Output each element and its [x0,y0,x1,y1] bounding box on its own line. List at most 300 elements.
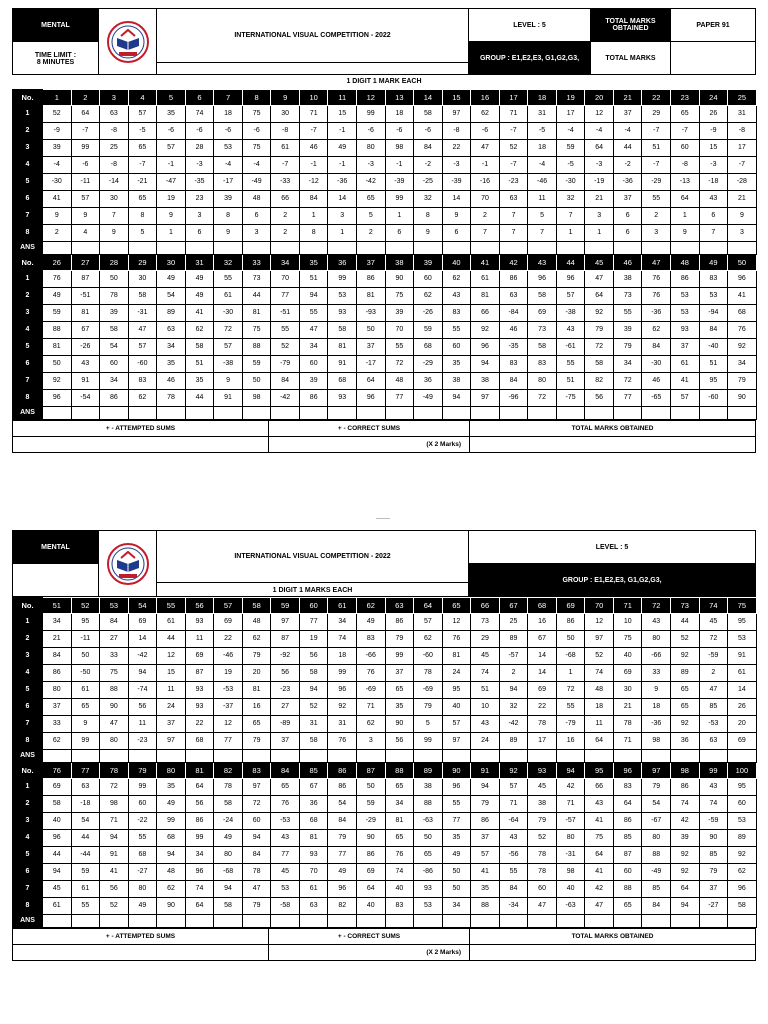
answer-cell[interactable] [642,242,671,255]
number-row [13,322,757,339]
number-cell: 96 [556,271,585,288]
answer-cell[interactable] [414,750,443,763]
answer-cell[interactable] [642,915,671,928]
answer-cell[interactable] [328,242,357,255]
mental-label: MENTAL [13,9,99,42]
number-cell: 83 [128,373,157,390]
answer-cell[interactable] [414,915,443,928]
number-cell: 41 [100,864,129,881]
number-cell: 99 [128,779,157,796]
answer-cell[interactable] [385,407,414,420]
number-cell: 62 [442,271,471,288]
number-cell: -23 [128,733,157,750]
number-cell: 18 [214,106,243,123]
answer-cell[interactable] [671,242,700,255]
answer-cell[interactable] [613,750,642,763]
row-index: 2 [13,288,43,305]
number-cell: 57 [157,140,186,157]
number-cell: 21 [585,191,614,208]
answer-cell[interactable] [528,915,557,928]
number-cell: 50 [100,271,129,288]
number-cell: 39 [671,830,700,847]
number-cell: 30 [271,106,300,123]
number-cell: -6 [71,157,100,174]
answer-cell[interactable] [128,750,157,763]
answer-cell[interactable] [185,242,214,255]
answer-cell[interactable] [585,750,614,763]
answer-cell[interactable] [214,242,243,255]
answer-cell[interactable] [499,915,528,928]
number-cell: 49 [214,830,243,847]
number-cell: 34 [299,339,328,356]
number-cell: 77 [442,813,471,830]
number-cell: 37 [357,339,386,356]
answer-cell[interactable] [699,407,728,420]
answer-cell[interactable] [728,750,757,763]
answer-cell[interactable] [385,750,414,763]
answer-cell[interactable] [442,407,471,420]
number-cell: 96 [328,881,357,898]
answer-cell[interactable] [242,915,271,928]
number-cell: 99 [157,813,186,830]
number-cell: 39 [43,140,72,157]
sum-number: 54 [128,598,157,614]
answer-cell[interactable] [157,750,186,763]
number-cell: 59 [242,356,271,373]
number-cell: -57 [499,648,528,665]
sum-number: 42 [499,255,528,271]
number-cell: 37 [385,665,414,682]
answer-cell[interactable] [328,407,357,420]
number-cell: 64 [357,881,386,898]
number-cell: 61 [157,614,186,631]
sum-number: 100 [728,763,757,779]
answer-cell[interactable] [357,242,386,255]
answer-cell[interactable] [357,915,386,928]
number-cell: 86 [43,665,72,682]
answer-cell[interactable] [299,242,328,255]
number-cell: 49 [328,864,357,881]
answer-cell[interactable] [157,242,186,255]
sums-grid-2 [12,597,757,928]
number-cell: 72 [585,339,614,356]
number-cell: 42 [556,779,585,796]
number-cell: 35 [157,779,186,796]
number-cell: 24 [471,733,500,750]
number-cell: -7 [128,157,157,174]
answer-cell[interactable] [299,915,328,928]
sum-number: 31 [185,255,214,271]
answer-cell[interactable] [385,915,414,928]
answer-cell[interactable] [528,242,557,255]
sum-number: 15 [442,90,471,106]
answer-cell[interactable] [442,750,471,763]
number-cell: 30 [100,191,129,208]
number-cell: 3 [242,225,271,242]
number-cell: 57 [471,847,500,864]
number-cell: 58 [299,733,328,750]
answer-cell[interactable] [242,750,271,763]
number-cell: 56 [271,665,300,682]
answer-cell[interactable] [43,242,72,255]
answer-cell[interactable] [185,915,214,928]
answer-cell[interactable] [271,750,300,763]
answer-cell[interactable] [728,915,757,928]
number-cell: 9 [728,208,757,225]
answer-cell[interactable] [499,242,528,255]
number-cell: -14 [100,174,129,191]
number-cell: 14 [528,665,557,682]
column-number-row [13,255,757,271]
answer-cell[interactable] [43,750,72,763]
number-cell: 53 [671,305,700,322]
number-cell: -94 [699,305,728,322]
answer-cell[interactable] [214,407,243,420]
sum-number: 96 [613,763,642,779]
number-cell: 80 [357,140,386,157]
number-cell: 35 [157,106,186,123]
number-cell: 79 [613,339,642,356]
number-cell: 50 [556,631,585,648]
sum-number: 97 [642,763,671,779]
answer-cell[interactable] [242,407,271,420]
row-index: 6 [13,191,43,208]
answer-cell[interactable] [299,750,328,763]
answer-cell[interactable] [242,242,271,255]
sum-number: 7 [214,90,243,106]
no-label: No. [13,763,43,779]
number-cell: 64 [185,779,214,796]
number-cell: -68 [556,648,585,665]
number-cell: -5 [556,157,585,174]
sum-number: 56 [185,598,214,614]
sum-number: 65 [442,598,471,614]
answer-cell[interactable] [471,407,500,420]
number-cell: 16 [242,699,271,716]
answer-cell[interactable] [414,242,443,255]
answer-cell[interactable] [328,750,357,763]
number-cell: 69 [528,682,557,699]
number-cell: 56 [385,733,414,750]
sum-number: 9 [271,90,300,106]
number-cell: 37 [43,699,72,716]
number-cell: 76 [442,631,471,648]
sum-number: 82 [214,763,243,779]
score-footer-2 [12,928,756,961]
answer-cell[interactable] [585,242,614,255]
answer-cell[interactable] [556,750,585,763]
number-cell: 15 [157,665,186,682]
number-cell: 70 [299,864,328,881]
sum-number: 17 [499,90,528,106]
row-index: 3 [13,305,43,322]
number-cell: 56 [128,699,157,716]
answer-cell[interactable] [271,915,300,928]
number-cell: 37 [699,881,728,898]
number-cell: 60 [728,796,757,813]
number-cell: -68 [214,864,243,881]
number-cell: 45 [699,614,728,631]
number-cell: 84 [299,191,328,208]
number-cell: -79 [271,356,300,373]
answer-cell[interactable] [414,407,443,420]
answer-cell[interactable] [128,915,157,928]
number-cell: 93 [185,682,214,699]
answer-cell[interactable] [442,242,471,255]
number-cell: 94 [671,898,700,915]
number-cell: 47 [471,140,500,157]
number-cell: 40 [613,648,642,665]
number-cell: 74 [385,864,414,881]
number-cell: 29 [642,106,671,123]
answer-cell[interactable] [556,407,585,420]
number-cell: 5 [528,208,557,225]
answer-cell[interactable] [357,407,386,420]
answer-cell[interactable] [271,407,300,420]
number-cell: 69 [185,648,214,665]
number-cell: 79 [642,779,671,796]
number-cell: 47 [299,322,328,339]
number-cell: -7 [271,157,300,174]
number-cell: 39 [299,373,328,390]
answer-cell[interactable] [299,407,328,420]
attempted-sums-value[interactable] [13,437,269,453]
answer-cell[interactable] [499,750,528,763]
number-cell: 56 [185,796,214,813]
number-cell: 68 [157,830,186,847]
number-cell: 43 [71,356,100,373]
number-cell: 86 [556,614,585,631]
number-cell: 72 [100,779,129,796]
column-number-row [13,763,757,779]
answer-cell[interactable] [100,750,129,763]
number-cell: 1 [556,225,585,242]
answer-cell[interactable] [357,750,386,763]
number-cell: 64 [671,881,700,898]
number-cell: 81 [71,305,100,322]
number-cell: 64 [357,373,386,390]
number-cell: 20 [242,665,271,682]
answer-cell[interactable] [642,750,671,763]
no-label: No. [13,598,43,614]
number-row [13,208,757,225]
answer-cell[interactable] [499,407,528,420]
sum-number: 39 [414,255,443,271]
number-cell: 86 [100,390,129,407]
number-cell: 36 [414,373,443,390]
answer-cell[interactable] [271,242,300,255]
group-label-2: GROUP : E1,E2,E3, G1,G2,G3, [469,564,755,597]
answer-cell[interactable] [728,242,757,255]
number-cell: 94 [442,390,471,407]
answer-cell[interactable] [328,915,357,928]
answer-cell[interactable] [157,407,186,420]
number-row [13,288,757,305]
attempted-sums-value-2[interactable] [13,945,269,961]
number-cell: 76 [357,665,386,682]
number-cell: 69 [613,665,642,682]
number-cell: 6 [242,208,271,225]
answer-cell[interactable] [43,407,72,420]
number-cell: 12 [442,614,471,631]
number-cell: 85 [699,847,728,864]
number-cell: 90 [699,830,728,847]
number-cell: 7 [100,208,129,225]
number-cell: -4 [585,123,614,140]
answer-cell[interactable] [613,242,642,255]
number-cell: 80 [642,830,671,847]
answer-cell[interactable] [613,407,642,420]
number-cell: 67 [528,631,557,648]
number-cell: 18 [328,648,357,665]
number-cell: 90 [385,271,414,288]
number-cell: -3 [585,157,614,174]
answer-cell[interactable] [442,915,471,928]
answer-cell[interactable] [100,407,129,420]
number-cell: 60 [613,864,642,881]
number-cell: 31 [328,716,357,733]
number-cell: -42 [357,174,386,191]
row-index: 6 [13,699,43,716]
number-cell: 55 [299,305,328,322]
answer-cell[interactable] [128,407,157,420]
number-cell: 8 [214,208,243,225]
number-cell: 75 [385,288,414,305]
number-cell: 19 [299,631,328,648]
answer-cell[interactable] [585,407,614,420]
row-index: 8 [13,390,43,407]
number-cell: 81 [299,830,328,847]
number-cell: 61 [299,881,328,898]
answer-cell[interactable] [699,915,728,928]
answer-cell[interactable] [699,242,728,255]
number-cell: 62 [43,733,72,750]
number-cell: 6 [613,225,642,242]
answer-cell[interactable] [471,242,500,255]
number-cell: 34 [157,339,186,356]
answer-cell[interactable] [471,915,500,928]
number-cell: 53 [214,140,243,157]
answer-cell[interactable] [528,407,557,420]
sum-number: 5 [157,90,186,106]
number-cell: 78 [214,779,243,796]
number-cell: 47 [128,322,157,339]
answer-cell[interactable] [699,750,728,763]
answer-cell[interactable] [385,242,414,255]
number-cell: 49 [185,288,214,305]
number-cell: 63 [699,733,728,750]
answer-cell[interactable] [528,750,557,763]
answer-cell[interactable] [556,242,585,255]
answer-cell[interactable] [71,915,100,928]
number-cell: 39 [385,305,414,322]
number-cell: 48 [242,191,271,208]
number-cell: 98 [242,390,271,407]
answer-cell[interactable] [214,915,243,928]
number-cell: 88 [100,682,129,699]
answer-cell[interactable] [214,750,243,763]
number-cell: 60 [299,356,328,373]
number-cell: -50 [71,665,100,682]
number-cell: -38 [214,356,243,373]
sum-number: 71 [613,598,642,614]
number-row [13,665,757,682]
number-cell: 58 [214,796,243,813]
number-cell: 34 [100,373,129,390]
number-cell: 49 [43,288,72,305]
number-cell: 40 [385,881,414,898]
total-marks-obtained-head: TOTAL MARKS OBTAINED [591,9,671,42]
answer-cell[interactable] [471,750,500,763]
number-cell: 7 [528,225,557,242]
number-cell: 9 [442,208,471,225]
number-cell: 88 [43,322,72,339]
number-cell: 84 [328,813,357,830]
number-row [13,813,757,830]
answer-cell[interactable] [71,242,100,255]
number-cell: 71 [299,106,328,123]
number-cell: 57 [414,614,443,631]
number-cell: 99 [328,665,357,682]
number-cell: 63 [299,898,328,915]
number-cell: 1 [157,225,186,242]
answer-cell[interactable] [185,750,214,763]
number-cell: -4 [613,123,642,140]
number-cell: 87 [71,271,100,288]
answer-cell[interactable] [71,750,100,763]
number-cell: 2 [499,665,528,682]
answer-cell[interactable] [613,915,642,928]
answer-cell[interactable] [671,407,700,420]
number-cell: -63 [556,898,585,915]
number-cell: 92 [728,339,757,356]
answer-cell[interactable] [100,915,129,928]
number-cell: 65 [385,830,414,847]
answer-cell[interactable] [100,242,129,255]
number-cell: 57 [499,779,528,796]
answer-cell[interactable] [585,915,614,928]
answer-cell[interactable] [671,915,700,928]
number-cell: 78 [157,390,186,407]
answer-cell[interactable] [728,407,757,420]
number-cell: 83 [613,779,642,796]
number-cell: 22 [442,140,471,157]
answer-cell[interactable] [185,407,214,420]
number-cell: 34 [43,614,72,631]
row-index: 6 [13,356,43,373]
answer-cell[interactable] [128,242,157,255]
number-cell: 99 [385,191,414,208]
sum-number: 74 [699,598,728,614]
number-cell: 35 [471,881,500,898]
number-cell: 61 [71,881,100,898]
number-cell: 67 [299,779,328,796]
number-cell: 51 [299,271,328,288]
total-marks-obtained-value-2[interactable] [470,945,756,961]
answer-cell[interactable] [642,407,671,420]
answer-cell[interactable] [157,915,186,928]
number-cell: 61 [43,898,72,915]
answer-cell[interactable] [71,407,100,420]
number-cell: 8 [128,208,157,225]
total-marks-obtained-value[interactable] [470,437,756,453]
answer-cell[interactable] [671,750,700,763]
number-cell: 86 [671,271,700,288]
number-cell: 49 [328,140,357,157]
answer-cell[interactable] [556,915,585,928]
answer-cell[interactable] [43,915,72,928]
number-cell: 84 [499,881,528,898]
